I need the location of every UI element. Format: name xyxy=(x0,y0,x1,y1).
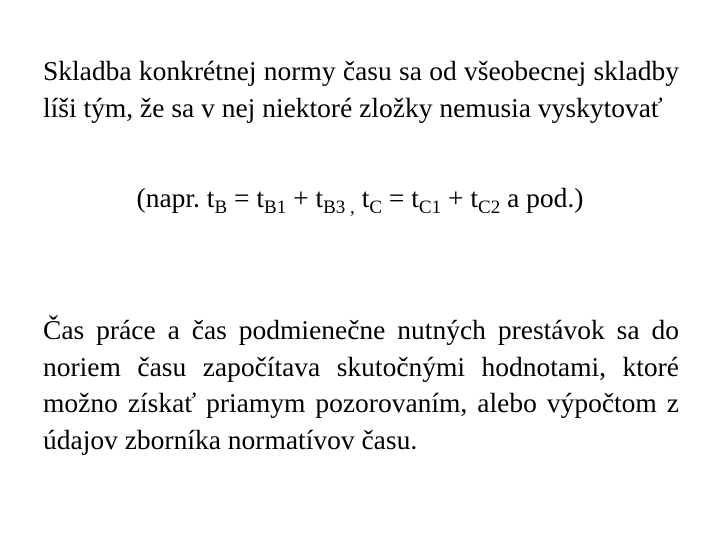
formula-sub-b1: B1 xyxy=(264,197,287,218)
paragraph-work-time: Čas práce a čas podmienečne nutných prestávok sa do noriem času započítava skutočnými hodnotami, ktoré možno získať priamym pozorovaním, alebo výpočtom z údajov zborníka normatívov času. xyxy=(43,314,679,455)
formula-sub-c2: C2 xyxy=(478,197,501,218)
formula-plus2: + t xyxy=(441,182,479,213)
formula-close: a pod.) xyxy=(500,182,584,213)
formula-plus1: + t xyxy=(286,182,324,213)
formula-eq1: = t xyxy=(227,182,265,213)
paragraph-norm-composition: Skladba konkrétnej normy času sa od všeobecnej skladby líši tým, že sa v nej niektoré zložky nemusia vyskytovať xyxy=(43,55,679,123)
formula-t-c: t xyxy=(354,182,370,213)
formula-sub-b: B xyxy=(214,197,228,218)
formula-open: (napr. t xyxy=(136,182,215,213)
formula-sub-c1: C1 xyxy=(418,197,442,218)
formula-sub-b3: B3 , xyxy=(323,197,355,218)
formula-sub-c: C xyxy=(369,197,383,218)
example-formula xyxy=(0,180,720,216)
formula-eq2: = t xyxy=(382,182,419,213)
